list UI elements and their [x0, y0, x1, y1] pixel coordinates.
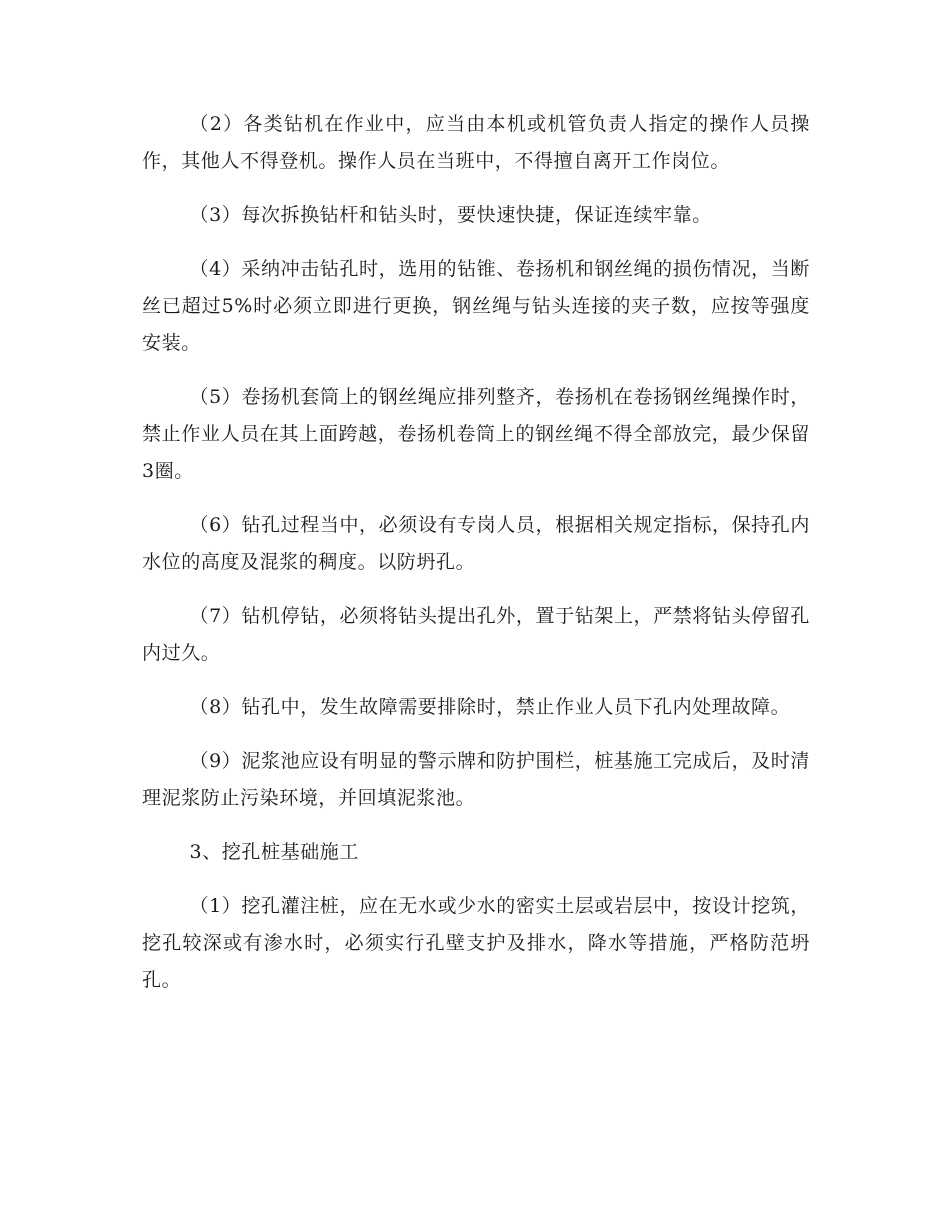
paragraph-item-6: （6）钻孔过程当中，必须设有专岗人员，根据相关规定指标，保持孔内水位的高度及混浆的稠度。以防坍孔。	[142, 514, 810, 573]
paragraph-item-8: （8）钻孔中，发生故障需要排除时，禁止作业人员下孔内处理故障。	[189, 696, 791, 718]
paragraph-item-2: （2）各类钻机在作业中，应当由本机或机管负责人指定的操作人员操作，其他人不得登机。操作人员在当班中，不得擅自离开工作岗位。	[142, 113, 810, 172]
paragraph-item-1: （1）挖孔灌注桩，应在无水或少水的密实土层或岩层中，按设计挖筑，挖孔较深或有渗水时，必须实行孔壁支护及排水，降水等措施，严格防范坍孔。	[142, 895, 810, 991]
section-heading: 3、挖孔桩基础施工	[189, 841, 359, 863]
paragraph-item-4: （4）采纳冲击钻孔时，选用的钻锥、卷扬机和钢丝绳的损伤情况，当断丝已超过5%时必须立即进行更换，钢丝绳与钻头连接的夹子数，应按等强度安装。	[142, 258, 810, 354]
document-body	[142, 106, 810, 1016]
paragraph-item-7: （7）钻机停钻，必须将钻头提出孔外，置于钻架上，严禁将钻头停留孔内过久。	[142, 605, 810, 664]
paragraph-item-9: （9）泥浆池应设有明显的警示牌和防护围栏，桩基施工完成后，及时清理泥浆防止污染环境，并回填泥浆池。	[142, 750, 810, 809]
paragraph-item-3: （3）每次拆换钻杆和钻头时，要快速快捷，保证连续牢靠。	[189, 204, 712, 226]
paragraph-item-5: （5）卷扬机套筒上的钢丝绳应排列整齐，卷扬机在卷扬钢丝绳操作时，禁止作业人员在其上面跨越，卷扬机卷筒上的钢丝绳不得全部放完，最少保留3圈。	[142, 386, 810, 482]
